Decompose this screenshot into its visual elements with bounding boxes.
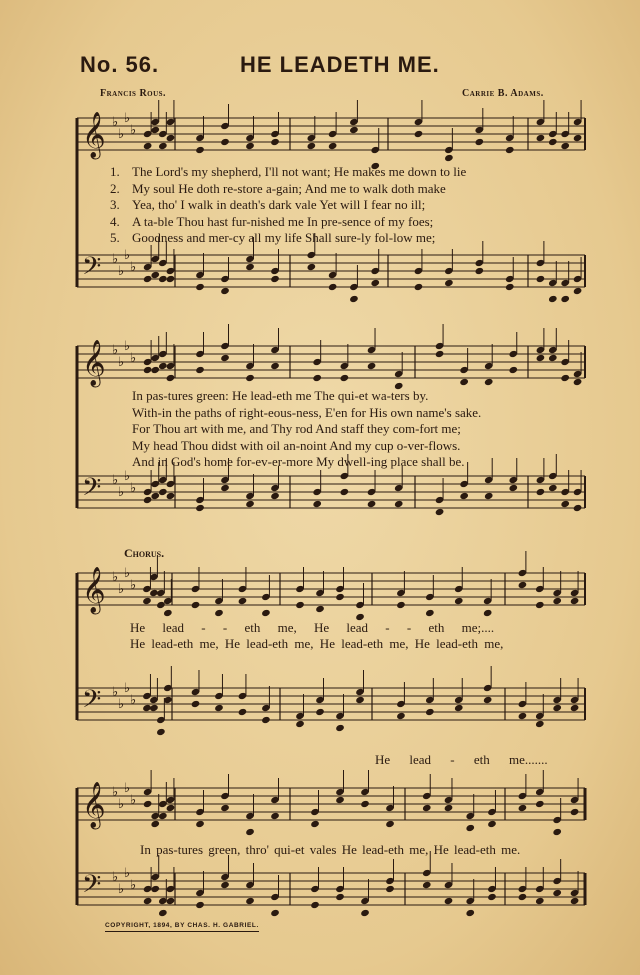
flat-icon: ♭ — [118, 696, 125, 711]
verse-line: The Lord's my shepherd, I'll not want; He makes me down to lie — [132, 164, 467, 179]
treble-clef-icon: 𝄞 — [82, 567, 106, 613]
copyright: COPYRIGHT, 1894, BY CHAS. H. GABRIEL. — [105, 922, 259, 932]
note-head — [475, 267, 485, 275]
flat-icon: ♭ — [112, 569, 119, 584]
chorus-line-3: He lead - eth me....... — [375, 752, 548, 767]
lyricist: Francis Rous. — [100, 88, 167, 99]
flat-icon: ♭ — [112, 114, 119, 129]
note-head — [548, 354, 558, 362]
note-head — [552, 704, 562, 712]
flat-icon: ♭ — [124, 110, 131, 125]
note-head — [360, 800, 370, 808]
note-head — [536, 354, 546, 362]
note-head — [245, 828, 255, 836]
note-head — [307, 142, 317, 150]
chorus-line-1: He lead - - eth me, He lead - - eth me;.... — [130, 620, 495, 635]
bass-clef-icon: 𝄢 — [82, 252, 102, 287]
flat-icon: ♭ — [118, 581, 125, 596]
flat-icon: ♭ — [130, 877, 137, 892]
flat-icon: ♭ — [130, 350, 137, 365]
note-head — [238, 708, 248, 716]
hymn-title: HE LEADETH ME. — [240, 52, 440, 77]
note-head — [220, 484, 230, 492]
hymn-number: No. 56. — [80, 52, 160, 77]
note-head — [573, 504, 583, 512]
note-head — [536, 275, 546, 283]
note-head — [570, 897, 580, 905]
note-head — [270, 812, 280, 820]
note-head — [454, 597, 464, 605]
note-head — [158, 275, 168, 283]
note-head — [570, 704, 580, 712]
note-head — [536, 134, 546, 142]
note-head — [396, 601, 406, 609]
note-head — [465, 824, 475, 832]
note-head — [505, 283, 515, 291]
note-head — [518, 581, 528, 589]
note-head — [195, 820, 205, 828]
note-head — [310, 901, 320, 909]
flat-icon: ♭ — [124, 565, 131, 580]
note-head — [367, 362, 377, 370]
note-head — [340, 374, 350, 382]
note-head — [158, 812, 168, 820]
verse-line: In pas-tures green: He lead-eth me The qui-et wa-ters by. — [132, 388, 429, 403]
note-head — [166, 897, 176, 905]
note-head — [220, 804, 230, 812]
treble-clef-icon: 𝄞 — [82, 340, 106, 386]
note-head — [487, 893, 497, 901]
flat-icon: ♭ — [112, 684, 119, 699]
note-head — [220, 287, 230, 295]
note-head — [552, 828, 562, 836]
note-head — [142, 597, 152, 605]
flat-icon: ♭ — [118, 126, 125, 141]
flat-icon: ♭ — [118, 263, 125, 278]
note-head — [143, 275, 153, 283]
note-head — [245, 897, 255, 905]
note-head — [535, 800, 545, 808]
note-head — [270, 909, 280, 917]
note-head — [535, 897, 545, 905]
note-head — [158, 488, 168, 496]
chorus-line-4: In pas-tures green, thro' qui-et vales He lead-eth me, He lead-eth me. — [140, 842, 521, 857]
verses-part1 — [110, 164, 577, 247]
note-head — [518, 893, 528, 901]
note-head — [150, 366, 160, 374]
note-head — [422, 881, 432, 889]
note-head — [335, 593, 345, 601]
note-head — [394, 500, 404, 508]
note-head — [385, 820, 395, 828]
flat-icon: ♭ — [130, 480, 137, 495]
note-head — [245, 142, 255, 150]
note-head — [163, 609, 173, 617]
composer: Carrie B. Adams. — [462, 88, 544, 99]
note-head — [191, 601, 201, 609]
note-head — [560, 295, 570, 303]
bass-clef-icon: 𝄢 — [82, 870, 102, 905]
flat-icon: ♭ — [130, 259, 137, 274]
note-head — [475, 138, 485, 146]
note-head — [312, 500, 322, 508]
chorus-label: Chorus. — [124, 546, 165, 560]
flat-icon: ♭ — [124, 247, 131, 262]
note-head — [195, 283, 205, 291]
note-head — [396, 712, 406, 720]
note-head — [166, 492, 176, 500]
note-head — [573, 134, 583, 142]
note-head — [444, 154, 454, 162]
flat-icon: ♭ — [130, 577, 137, 592]
verse-line: And in God's home for-ev-er-more My dwell-ing place shall be. — [132, 454, 465, 469]
note-head — [195, 901, 205, 909]
note-head — [150, 492, 160, 500]
note-head — [220, 138, 230, 146]
note-head — [315, 605, 325, 613]
flat-icon: ♭ — [112, 472, 119, 487]
note-head — [548, 484, 558, 492]
note-head — [261, 609, 271, 617]
note-head — [360, 909, 370, 917]
note-head — [295, 601, 305, 609]
note-head — [335, 796, 345, 804]
note-head — [143, 897, 153, 905]
note-head — [166, 374, 176, 382]
note-head — [535, 720, 545, 728]
note-head — [143, 496, 153, 504]
note-head — [484, 378, 494, 386]
note-head — [355, 696, 365, 704]
verse-line: My soul He doth re-store a-gain; And me to walk doth make — [132, 180, 446, 196]
note-head — [548, 138, 558, 146]
flat-icon: ♭ — [112, 342, 119, 357]
note-head — [483, 696, 493, 704]
note-head — [295, 720, 305, 728]
note-head — [335, 724, 345, 732]
note-head — [191, 700, 201, 708]
note-head — [150, 126, 160, 134]
note-head — [270, 138, 280, 146]
note-head — [444, 279, 454, 287]
flat-icon: ♭ — [118, 484, 125, 499]
note-head — [435, 350, 445, 358]
note-head — [573, 287, 583, 295]
note-head — [150, 271, 160, 279]
note-head — [385, 885, 395, 893]
verse-number: 5. — [110, 230, 120, 245]
verse-line: For Thou art with me, and Thy rod And staff they com-fort me; — [132, 421, 461, 436]
note-head — [245, 263, 255, 271]
chorus-line-2: He lead-eth me, He lead-eth me, He lead-eth me, He lead-eth me, — [130, 636, 504, 651]
note-head — [560, 142, 570, 150]
bass-clef-icon: 𝄢 — [82, 473, 102, 508]
note-head — [349, 126, 359, 134]
note-head — [220, 881, 230, 889]
note-head — [270, 492, 280, 500]
treble-clef-icon: 𝄞 — [82, 112, 106, 158]
note-head — [195, 146, 205, 154]
note-head — [195, 504, 205, 512]
note-head — [335, 893, 345, 901]
note-head — [328, 142, 338, 150]
flat-icon: ♭ — [124, 865, 131, 880]
flat-icon: ♭ — [112, 251, 119, 266]
verse-number: 1. — [110, 164, 120, 179]
note-head — [312, 374, 322, 382]
flat-icon: ♭ — [112, 784, 119, 799]
note-head — [518, 804, 528, 812]
flat-icon: ♭ — [124, 680, 131, 695]
note-head — [310, 820, 320, 828]
verses-part2 — [132, 388, 481, 471]
verse-number: 2. — [110, 180, 120, 196]
note-head — [508, 366, 518, 374]
note-head — [261, 716, 271, 724]
note-head — [158, 909, 168, 917]
note-head — [270, 362, 280, 370]
note-head — [220, 354, 230, 362]
verse-line: A ta-ble Thou hast fur-nished me In pre-sence of my foes; — [132, 213, 434, 229]
note-head — [214, 704, 224, 712]
note-head — [570, 808, 580, 816]
verse-line: Yea, tho' I walk in death's dark vale Yet will I fear no ill; — [132, 197, 426, 212]
note-head — [465, 909, 475, 917]
note-head — [166, 804, 176, 812]
verse-number: 4. — [110, 213, 120, 229]
note-head — [560, 500, 570, 508]
note-head — [238, 597, 248, 605]
note-head — [425, 609, 435, 617]
verse-line: My head Thou didst with oil an-noint And my cup o-ver-flows. — [132, 437, 461, 453]
note-head — [487, 820, 497, 828]
note-head — [570, 597, 580, 605]
note-head — [536, 488, 546, 496]
note-head — [143, 366, 153, 374]
flat-icon: ♭ — [124, 780, 131, 795]
note-head — [150, 820, 160, 828]
note-head — [143, 800, 153, 808]
note-head — [158, 362, 168, 370]
note-head — [149, 704, 159, 712]
note-head — [143, 142, 153, 150]
note-head — [560, 374, 570, 382]
flat-icon: ♭ — [118, 354, 125, 369]
note-head — [214, 609, 224, 617]
note-head — [459, 492, 469, 500]
note-head — [505, 146, 515, 154]
note-head — [166, 134, 176, 142]
note-head — [484, 492, 494, 500]
flat-icon: ♭ — [130, 122, 137, 137]
note-head — [158, 142, 168, 150]
note-head — [270, 275, 280, 283]
note-head — [459, 378, 469, 386]
note-head — [422, 804, 432, 812]
note-head — [156, 728, 166, 736]
note-head — [166, 275, 176, 283]
note-head — [518, 712, 528, 720]
note-head — [414, 130, 424, 138]
note-head — [349, 295, 359, 303]
treble-clef-icon: 𝄞 — [82, 782, 106, 828]
bass-clef-icon: 𝄢 — [82, 685, 102, 720]
note-head — [245, 500, 255, 508]
note-head — [444, 897, 454, 905]
flat-icon: ♭ — [130, 792, 137, 807]
note-head — [552, 597, 562, 605]
note-head — [414, 283, 424, 291]
note-head — [307, 263, 317, 271]
verse-line: With-in the paths of right-eous-ness, E'en for His own name's sake. — [132, 404, 482, 420]
flat-icon: ♭ — [118, 796, 125, 811]
note-head — [150, 885, 160, 893]
note-head — [195, 366, 205, 374]
note-head — [552, 889, 562, 897]
flat-icon: ♭ — [130, 692, 137, 707]
note-head — [315, 708, 325, 716]
note-head — [367, 500, 377, 508]
note-head — [508, 484, 518, 492]
note-head — [548, 295, 558, 303]
note-head — [245, 374, 255, 382]
note-head — [370, 279, 380, 287]
verse-number: 3. — [110, 197, 120, 212]
note-head — [425, 708, 435, 716]
note-head — [328, 283, 338, 291]
note-head — [535, 601, 545, 609]
flat-icon: ♭ — [118, 881, 125, 896]
note-head — [444, 804, 454, 812]
note-head — [454, 704, 464, 712]
flat-icon: ♭ — [112, 869, 119, 884]
note-head — [573, 378, 583, 386]
note-head — [435, 508, 445, 516]
verse-line: Goodness and mer-cy all my life Shall sure-ly fol-low me; — [132, 230, 436, 245]
flat-icon: ♭ — [124, 338, 131, 353]
note-head — [340, 488, 350, 496]
note-head — [483, 609, 493, 617]
flat-icon: ♭ — [124, 468, 131, 483]
